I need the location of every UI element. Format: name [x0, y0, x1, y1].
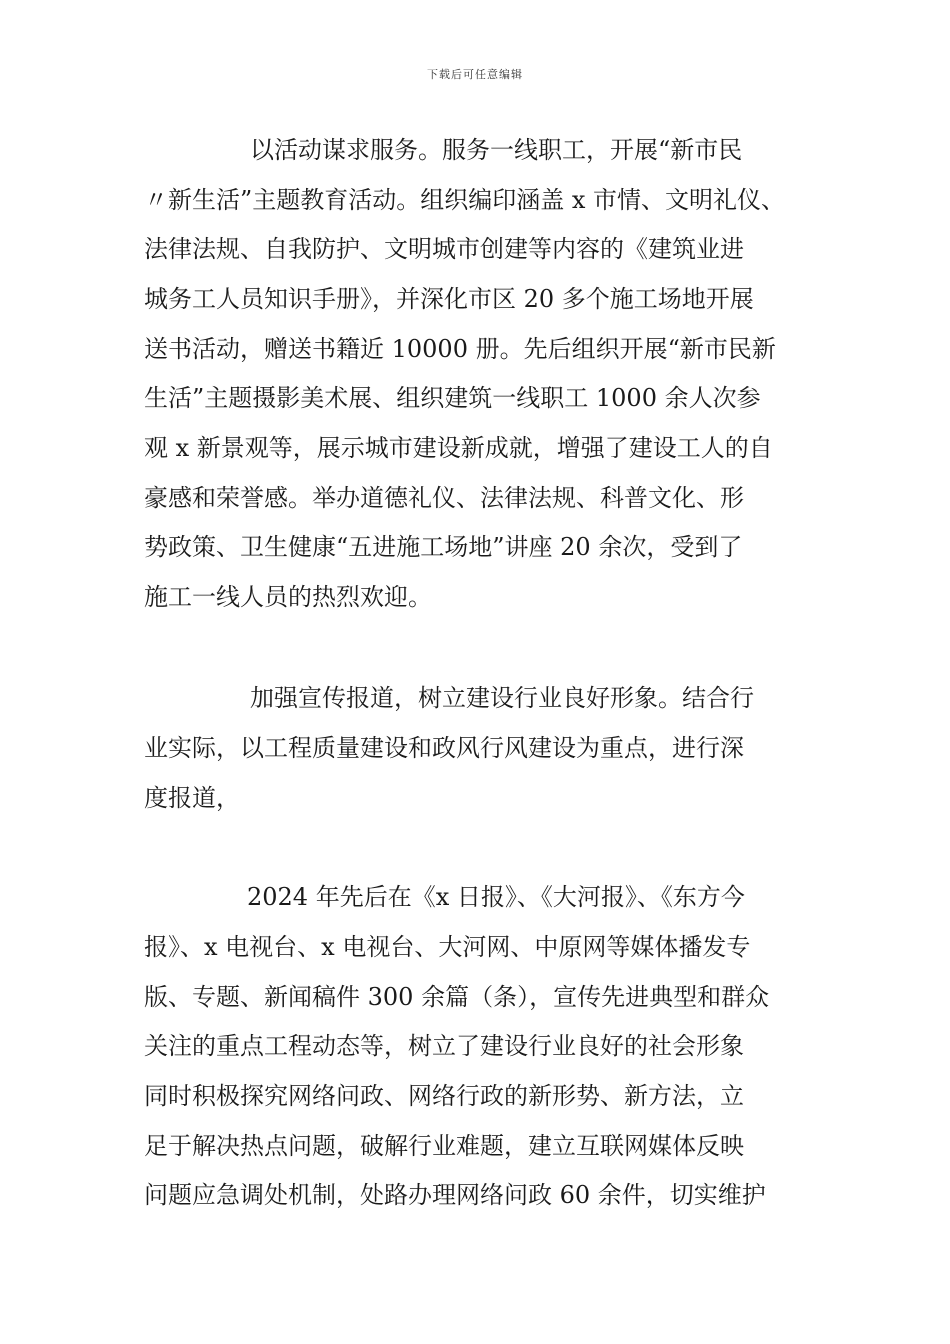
- page-header: 下载后可任意编辑: [427, 68, 523, 81]
- text-line: 观 x 新景观等，展示城市建设新成就，增强了建设工人的自: [144, 434, 773, 462]
- text-line: 度报道，: [144, 784, 240, 812]
- text-line: 生活”主题摄影美术展、组织建筑一线职工 1000 余人次参: [144, 384, 761, 412]
- text-line: 问题应急调处机制，处路办理网络问政 60 余件，切实维护: [144, 1181, 766, 1209]
- text-line: 加强宣传报道，树立建设行业良好形象。结合行: [250, 684, 754, 712]
- text-line: 施工一线人员的热烈欢迎。: [144, 583, 432, 611]
- text-line: 报》、x 电视台、x 电视台、大河网、中原网等媒体播发专: [144, 933, 751, 961]
- text-line: 法律法规、自我防护、文明城市创建等内容的《建筑业进: [144, 235, 744, 263]
- text-line: 豪感和荣誉感。举办道德礼仪、法律法规、科普文化、形: [144, 484, 744, 512]
- text-line: 足于解决热点问题，破解行业难题，建立互联网媒体反映: [144, 1132, 744, 1160]
- text-line: 〃新生活”主题教育活动。组织编印涵盖 x 市情、文明礼仪、: [144, 186, 786, 214]
- text-line: 城务工人员知识手册》，并深化市区 20 多个施工场地开展: [144, 285, 754, 313]
- text-line: 2024 年先后在《x 日报》、《大河报》、《东方今: [247, 883, 745, 911]
- text-line: 送书活动，赠送书籍近 10000 册。先后组织开展“新市民新: [144, 335, 776, 363]
- text-line: 以活动谋求服务。服务一线职工，开展“新市民: [250, 136, 743, 164]
- text-line: 同时积极探究网络问政、网络行政的新形势、新方法，立: [144, 1082, 744, 1110]
- text-line: 关注的重点工程动态等，树立了建设行业良好的社会形象: [144, 1032, 744, 1060]
- text-line: 版、专题、新闻稿件 300 余篇（条），宣传先进典型和群众: [144, 983, 770, 1011]
- text-line: 势政策、卫生健康“五进施工场地”讲座 20 余次，受到了: [144, 533, 743, 561]
- text-line: 业实际，以工程质量建设和政风行风建设为重点，进行深: [144, 734, 744, 762]
